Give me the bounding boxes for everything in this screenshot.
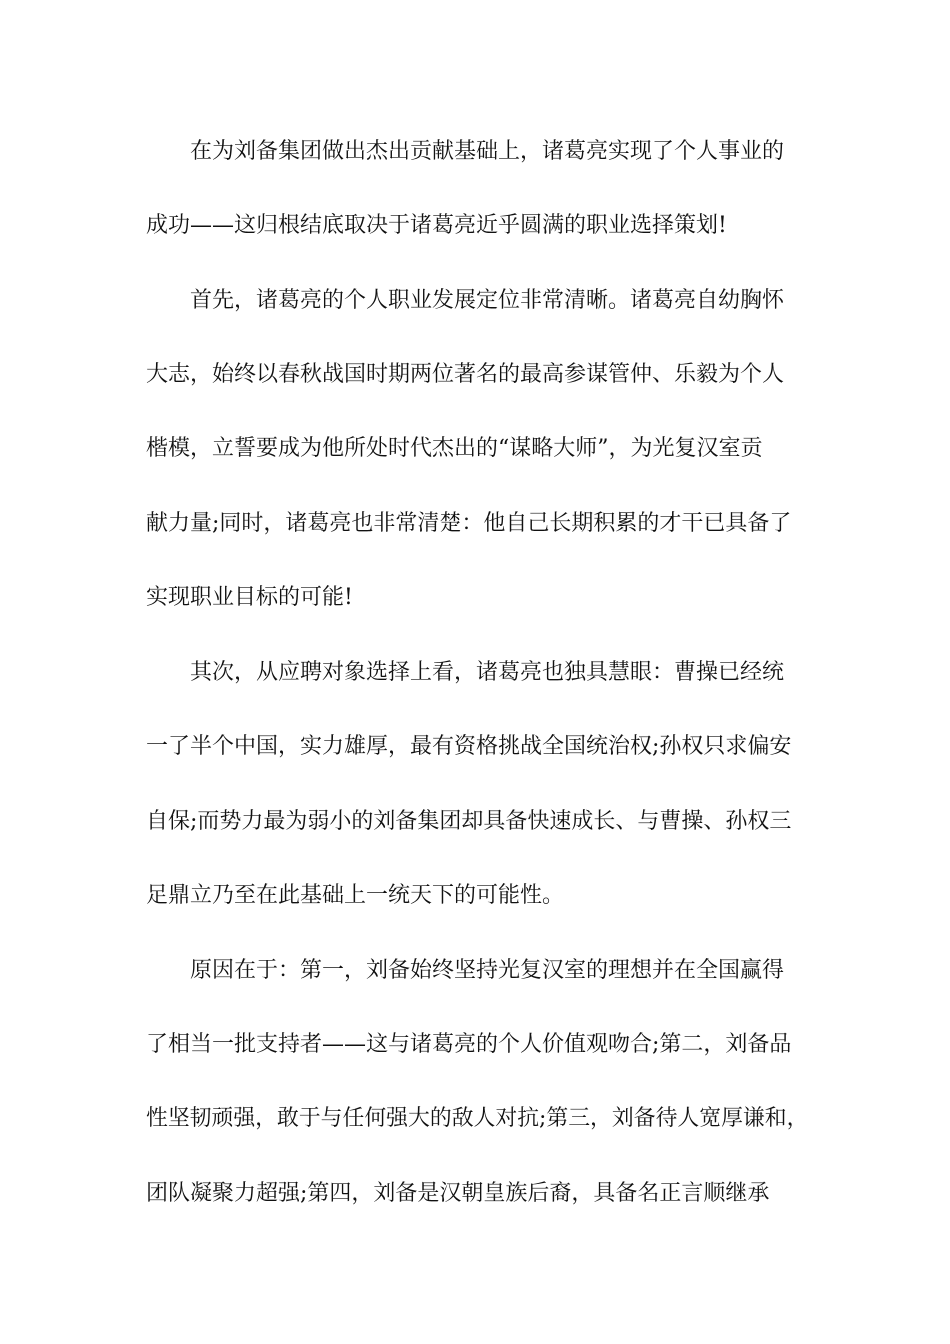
text-line: 团队凝聚力超强;第四，刘备是汉朝皇族后裔，具备名正言顺继承: [146, 1181, 770, 1206]
text-line: 自保;而势力最为弱小的刘备集团却具备快速成长、与曹操、孙权三: [146, 809, 792, 834]
text-line: 原因在于：第一，刘备始终坚持光复汉室的理想并在全国赢得: [190, 958, 785, 983]
text-line: 献力量;同时，诸葛亮也非常清楚：他自己长期积累的才干已具备了: [146, 511, 792, 536]
text-line: 在为刘备集团做出杰出贡献基础上，诸葛亮实现了个人事业的: [190, 139, 785, 164]
text-line: 了相当一批支持者——这与诸葛亮的个人价值观吻合;第二，刘备品: [146, 1032, 792, 1057]
text-line: 性坚韧顽强，敢于与任何强大的敌人对抗;第三，刘备待人宽厚谦和，: [146, 1106, 809, 1131]
text-line: 足鼎立乃至在此基础上一统天下的可能性。: [146, 883, 565, 908]
text-line: 一了半个中国，实力雄厚，最有资格挑战全国统治权;孙权只求偏安: [146, 734, 792, 759]
text-line: 实现职业目标的可能!: [146, 585, 353, 610]
text-line: 首先，诸葛亮的个人职业发展定位非常清晰。诸葛亮自幼胸怀: [190, 288, 785, 313]
text-line: 其次，从应聘对象选择上看，诸葛亮也独具慧眼：曹操已经统: [190, 660, 785, 685]
text-line: 成功——这归根结底取决于诸葛亮近乎圆满的职业选择策划!: [146, 213, 727, 238]
text-line: 楷模，立誓要成为他所处时代杰出的“谋略大师”，为光复汉室贡: [146, 436, 763, 461]
text-line: 大志，始终以春秋战国时期两位著名的最高参谋管仲、乐毅为个人: [146, 362, 785, 387]
